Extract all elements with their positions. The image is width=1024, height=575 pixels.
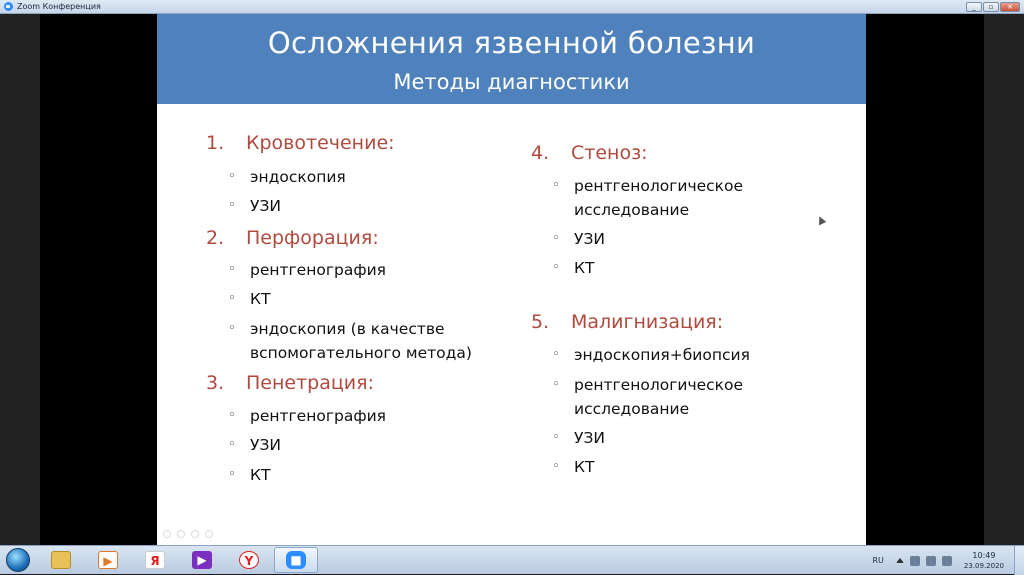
list-item-continuation: вспомогательного метода) [250,344,472,362]
section-number: 5. [531,311,550,333]
list-item: ◦ рентгенологическое [574,174,743,198]
taskbar-app-media[interactable] [86,547,130,573]
pen-icon[interactable] [177,530,185,538]
section-title: Стеноз: [571,142,648,164]
section-number: 1. [206,132,225,154]
list-item: ◦ КТ [574,455,594,479]
list-item: ◦ УЗИ [574,227,605,251]
section-heading [206,372,374,394]
taskbar [0,545,1024,574]
close-button[interactable]: ✕ [1000,2,1020,12]
list-item: ◦ рентгенологическое [574,373,743,397]
zoom-icon [4,2,13,11]
slide-header [157,14,866,104]
clock-time: 10:49 [972,550,996,560]
volume-icon[interactable] [910,556,920,566]
prev-slide-icon[interactable] [163,530,171,538]
section-title: Малигнизация: [571,311,724,333]
network-icon[interactable] [926,556,936,566]
taskbar-app-visual-studio[interactable] [180,547,224,573]
language-indicator[interactable]: RU [872,556,884,565]
section-heading [206,227,379,249]
list-item-continuation: исследование [574,201,690,219]
section-title: Кровотечение: [246,132,395,154]
clock[interactable] [964,551,1004,571]
visual-studio-icon: ▶ [192,551,212,569]
show-desktop-button[interactable] [1014,546,1024,575]
left-margin [0,14,40,545]
list-item: ◦ рентгенография [250,404,386,428]
system-tray [872,546,1024,575]
windows-orb-icon [6,548,30,572]
next-slide-icon[interactable] [205,530,213,538]
section-title: Пенетрация: [246,372,374,394]
window-titlebar [0,0,1024,14]
list-item: ◦ УЗИ [574,426,605,450]
zoom-icon: ■ [286,551,306,569]
maximize-button[interactable]: ▫ [983,2,999,12]
taskbar-app-yandex-browser[interactable] [227,547,271,573]
section-heading [206,132,395,154]
letterbox-left [40,14,157,545]
section-number: 3. [206,372,225,394]
share-stage [0,14,1024,545]
slides-icon[interactable] [191,530,199,538]
window-controls [966,2,1020,12]
list-item: ◦ эндоскопия [250,165,346,189]
folder-icon [51,551,71,569]
yandex-browser-icon: Y [239,551,259,569]
list-item: ◦ эндоскопия+биопсия [574,343,750,367]
tray-expand-icon[interactable] [896,558,904,563]
flag-icon[interactable] [942,556,952,566]
yandex-icon: Я [145,551,165,569]
section-number: 2. [206,227,225,249]
minimize-button[interactable]: _ [966,2,982,12]
letterbox-right [866,14,984,545]
media-player-icon: ▶ [98,551,118,569]
list-item: ◦ КТ [250,463,270,487]
shared-slide [157,14,866,545]
list-item: ◦ КТ [250,287,270,311]
section-heading [531,311,723,333]
window-title: Zoom Конференция [17,2,101,11]
list-item: ◦ УЗИ [250,194,281,218]
section-number: 4. [531,142,550,164]
section-title: Перфорация: [246,227,379,249]
start-button[interactable] [0,546,36,574]
slide-subtitle: Методы диагностики [393,70,630,94]
right-margin [984,14,1024,545]
list-item: ◦ УЗИ [250,433,281,457]
clock-date: 23.09.2020 [963,561,1004,570]
taskbar-app-yandex[interactable] [133,547,177,573]
slide-title: Осложнения язвенной болезни [267,26,756,60]
list-item: ◦ эндоскопия (в качестве [250,317,445,341]
list-item: ◦ КТ [574,256,594,280]
taskbar-app-folder[interactable] [39,547,83,573]
list-item: ◦ рентгенография [250,258,386,282]
section-heading [531,142,648,164]
slide-nav-tools[interactable] [163,530,213,538]
list-item-continuation: исследование [574,400,690,418]
taskbar-app-zoom[interactable] [274,547,318,573]
